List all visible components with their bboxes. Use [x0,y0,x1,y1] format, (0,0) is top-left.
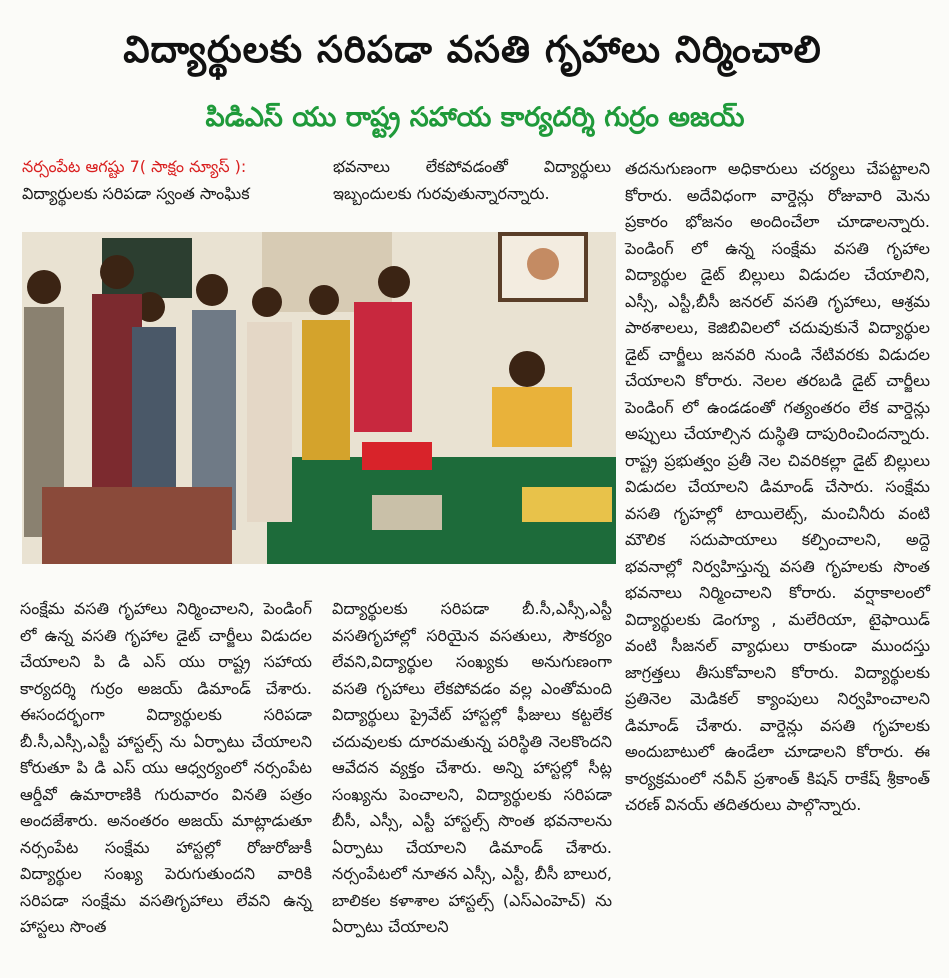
subheadline: పిడిఎస్ యు రాష్ట్ర సహాయ కార్యదర్శి గుర్రం అజయ్ [205,102,745,133]
column-2-bottom [332,596,612,941]
paragraph-col2-bottom: విద్యార్థులకు సరిపడా బీ.సీ,ఎస్సీ,ఎస్టీ వసతిగృహాల్లో సరియైన వసతులు, సౌకర్యం లేవని,విద్యార్థుల సంఖ్యకు అనుగుణంగా వసతి గృహాలు లేకపోవడం వల్ల ఎంతోమంది విద్యార్థులు ప్రైవేట్ హాస్టల్లో ఫీజులు కట్టలేక చదువులకు దూరమతున్న పరిస్థితి నెలకొందని ఆవేదన వ్యక్తం చేశారు. అన్ని హాస్టల్లో సీట్ల సంఖ్యను పెంచాలని, విద్యార్థులకు సరిపడా బీసీ, ఎస్సీ, ఎస్టీ హాస్టల్స్ సొంత భవనాలను ఏర్పాటు చేయాలని డిమాండ్ చేశారు. నర్సంపేటలో నూతన ఎస్సీ, ఎస్టీ, బీసీ బాలుర, బాలికల కళాశాల హాస్టల్స్ (ఎస్ఎంహెచ్) ను ఏర్పాటు చేయాలని [332,599,612,936]
paragraph-col2-top: భవనాలు లేకపోవడంతో విద్యార్థులు ఇబ్బందులకు గురవుతున్నారన్నారు. [333,157,611,203]
dateline: నర్సంపేట ఆగష్టు 7( సాక్షం న్యూస్ ): [22,157,247,176]
paragraph-col1-bottom: సంక్షేమ వసతి గృహాలు నిర్మించాలని, పెండింగ్ లో ఉన్న వసతి గృహాల డైట్ చార్జీలు విడుదల చేయాలని పి డి ఎస్ యు రాష్ట్ర సహాయ కార్యదర్శి గుర్రం అజయ్ డిమాండ్ చేశారు. ఈసందర్భంగా విద్యార్థులకు సరిపడా బీ.సీ,ఎస్సీ,ఎస్టీ హాస్టల్స్ ను ఏర్పాటు చేయాలని కోరుతూ పి డి ఎస్ యు ఆధ్వర్యంలో నర్సంపేట ఆర్డీవో ఉమారాణికి గురువారం వినతి పత్రం అందజేశారు. అనంతరం అజయ్ మాట్లాడుతూ నర్సంపేట సంక్షేమ హాస్టల్లో రోజురోజుకీ విద్యార్థుల సంఖ్య పెరుగుతుందని వారికి సరిపడా సంక్షేమ వసతిగృహాలు లేవని ఉన్న హాస్టలు సొంత [20,599,312,936]
column-3 [625,156,930,819]
headline: విద్యార్థులకు సరిపడా వసతి గృహాలు నిర్మించాలి [123,28,822,71]
paragraph-col1-top: విద్యార్థులకు సరిపడా స్వంత సాంఘిక [22,183,250,203]
column-1-bottom [20,596,312,941]
news-photo [22,232,616,564]
column-2-top [333,154,611,207]
photo-illustration [22,232,616,564]
column-1-top [22,154,307,207]
paragraph-col3: తదనుగుణంగా అధికారులు చర్యలు చేపట్టాలని కోరారు. అదేవిధంగా వార్డెన్లు రోజువారి మెను ప్రకారం భోజనం అందించేలా చూడాలన్నారు. పెండింగ్ లో ఉన్న సంక్షేమ వసతి గృహాల విద్యార్థుల డైట్ బిల్లులు విడుదల చేయాలిని, ఎస్సీ, ఎస్టీ,బీసీ జనరల్ వసతి గృహాలు, ఆశ్రమ పాఠశాలలు, కెజిబివిలలో చదువుకునే విద్యార్థుల డైట్ చార్జీలు జనవరి నుండి నేటివరకు విడుదల చేయాలని కోరారు. నెలల తరబడి డైట్ చార్జీలు పెండింగ్ లో ఉండడంతో గత్యంతరం లేక వార్డెన్లు అప్పులు చేయాల్సిన దుస్థితి దాపురించిందన్నారు. రాష్ట్ర ప్రభుత్వం ప్రతీ నెల చివరికల్లా డైట్ బిల్లులు విడుదల చేయాలని డిమాండ్ చేసారు. సంక్షేమ వసతి గృహల్లో టాయిలెట్స్, మంచినీరు వంటి మౌలిక సదుపాయాలు కల్పించాలని, అద్దె భవనాల్లో నిర్వహిస్తున్న వసతి గృహలకు సొంత భవనాలు నిర్మించాలని కోరారు. వర్షాకాలంలో విద్యార్థులకు డెంగ్యూ , మలేరియా, టైఫాయిడ్ వంటి సీజనల్ వ్యాధులు రాకుండా ముందస్తు జాగ్రత్తలు తీసుకోవాలని కోరారు. విద్యార్థులకు ప్రతినెల మెడికల్ క్యాంపులు నిర్వహించాలని డిమాండ్ చేశారు. వార్డెన్లు వసతి గృహలకు అందుబాటులో ఉండేలా చూడాలని కోరారు. ఈ కార్యక్రమంలో నవీన్ ప్రశాంత్ కిషన్ రాకేష్ శ్రీకాంత్ చరణ్ వినయ్ తదితరులు పాల్గొన్నారు. [625,159,930,814]
